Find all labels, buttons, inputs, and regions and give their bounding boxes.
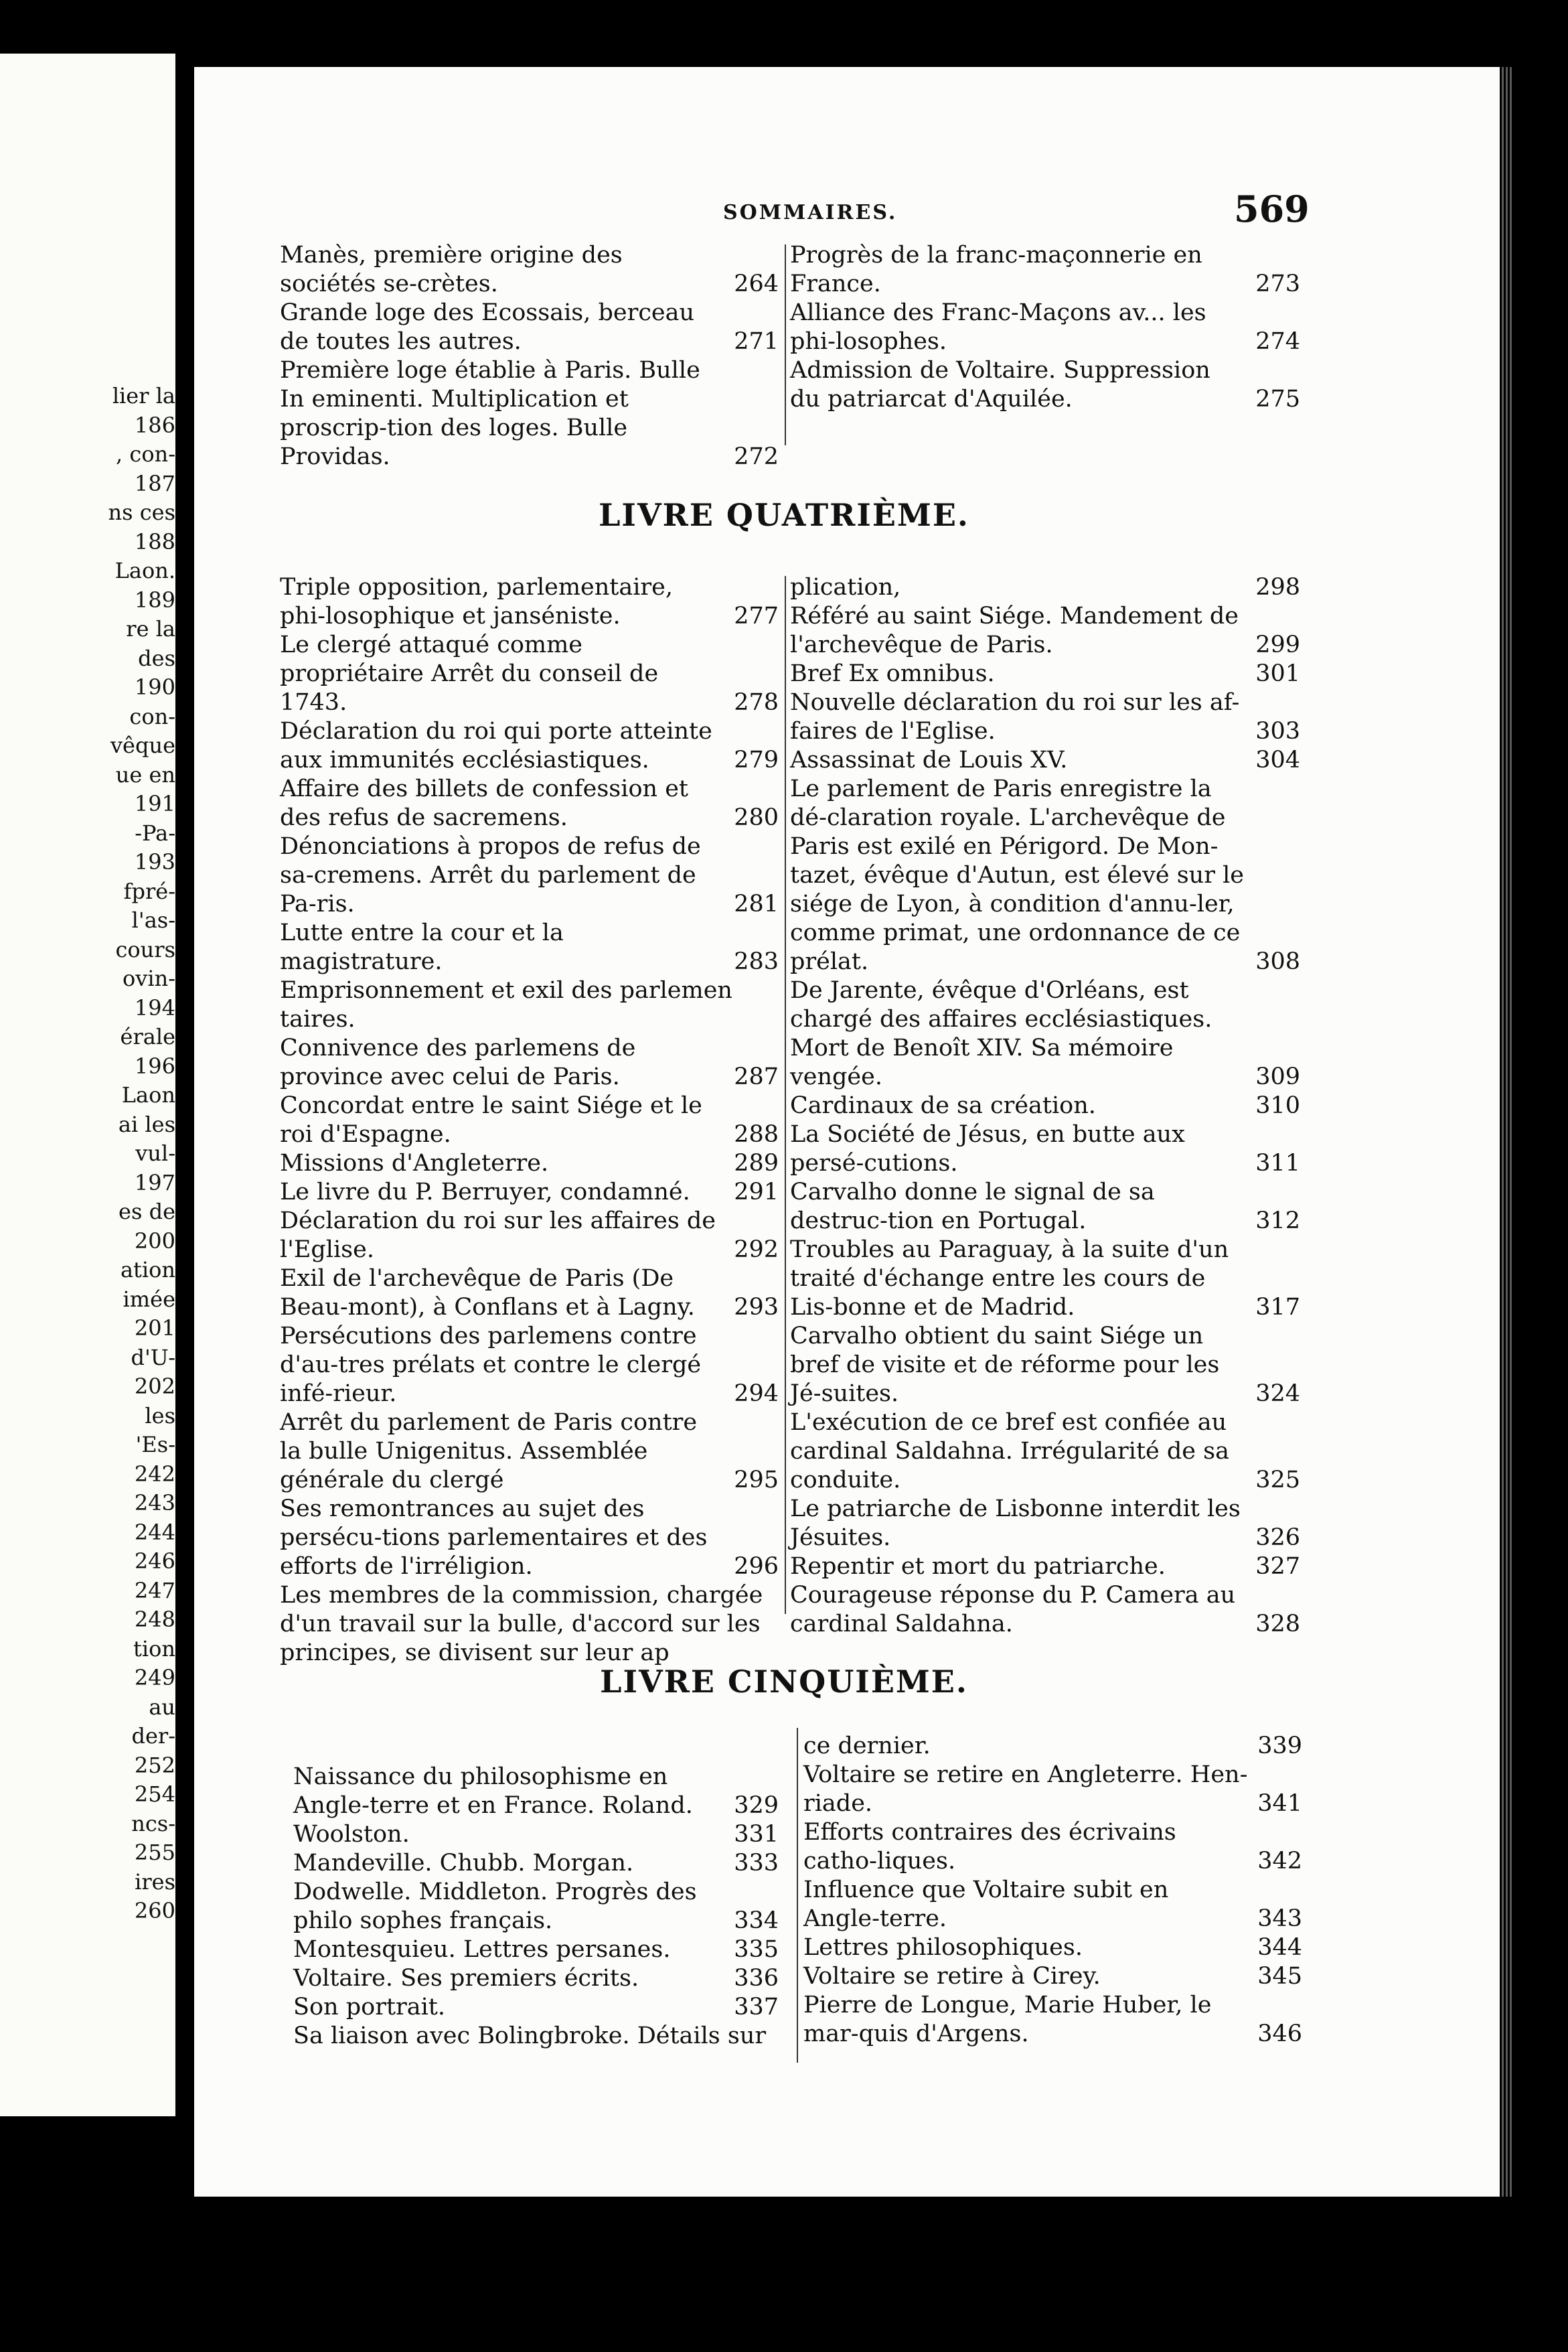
toc-entry [803,1991,1302,2049]
toc-entry-page: 333 [734,1850,779,1877]
toc-entry-text: Voltaire se retire en Angleterre. Hen-riade. [803,1761,1248,1817]
toc-entry-text: Le parlement de Paris enregistre la dé-claration royale. L'archevêque de Paris est exilé en Périgord. De Mon-tazet, évêque d'Autun, est élevé sur le siége de Lyon, à condition d'annu-ler, comme primat, une ordonnance de ce prélat. [790,776,1244,975]
toc-entry-page: 289 [734,1150,779,1177]
toc-entry-page: 274 [1255,328,1300,355]
toc-entry-text: Son portrait. [293,1994,445,2020]
toc-entry [790,775,1300,976]
toc-entry-page: 304 [1255,747,1300,774]
toc-entry-page: 273 [1255,271,1300,297]
toc-entry [803,1818,1302,1876]
toc-entry-text: Bref Ex omnibus. [790,660,995,687]
toc-entry [280,1322,779,1408]
toc-entry-page: 272 [734,443,779,470]
toc-entry-text: Grande loge des Ecossais, berceau de toutes les autres. [280,299,695,355]
toc-entry-page: 287 [734,1063,779,1090]
toc-entry-text: Dodwelle. Middleton. Progrès des philo sophes français. [293,1879,697,1934]
toc-entry [280,1092,779,1149]
toc-entry-text: Woolston. [293,1821,410,1848]
toc-entry [280,299,779,356]
toc-entry [280,1034,779,1092]
toc-entry [280,1178,779,1207]
toc-entry [790,976,1300,1092]
toc-entry-text: Le livre du P. Berruyer, condamné. [280,1179,690,1205]
facing-page-fragment: 190 [134,674,175,700]
livre5-left-column [293,1763,779,2051]
toc-entry-text: Carvalho obtient du saint Siége un bref de visite et de réforme pour les Jé-suites. [790,1323,1220,1407]
toc-entry-page: 326 [1255,1524,1300,1551]
toc-entry-page: 325 [1255,1467,1300,1493]
facing-page-fragment: es de [119,1199,175,1224]
toc-entry [803,1732,1302,1761]
toc-entry-text: Connivence des parlemens de province avec celui de Paris. [280,1035,636,1090]
toc-entry-page: 343 [1257,1905,1302,1932]
facing-page-fragment: d'U- [131,1344,175,1370]
facing-page-fragment: 189 [134,587,175,613]
facing-page [0,0,181,2352]
toc-entry-page: 337 [734,1994,779,2020]
toc-entry [790,1322,1300,1408]
toc-entry-page: 344 [1257,1934,1302,1961]
toc-entry [790,1552,1300,1581]
facing-page-fragment: ires [135,1868,175,1895]
toc-entry-text: Alliance des Franc-Maçons av... les phi-losophes. [790,299,1206,355]
toc-entry-page: 298 [1255,574,1300,601]
facing-page-fragment: ovin- [123,966,175,991]
toc-entry [280,1207,779,1264]
livre-quatrieme-heading: LIVRE QUATRIÈME. [599,497,969,533]
facing-page-fragment: 191 [134,791,175,816]
toc-entry [280,717,779,775]
running-head: SOMMAIRES. [723,201,898,224]
toc-entry-page: 346 [1257,2020,1302,2047]
toc-entry [790,573,1300,602]
facing-page-fragment: 194 [134,995,175,1021]
toc-entry-page: 288 [734,1121,779,1148]
facing-page-fragment: -Pa- [135,820,175,846]
toc-entry [280,1264,779,1322]
toc-entry [790,1092,1300,1120]
toc-entry [790,1408,1300,1495]
toc-entry-text: plication, [790,574,901,601]
facing-page-fragment: 186 [134,412,175,438]
toc-entry-text: Progrès de la franc-maçonnerie en France. [790,242,1202,297]
livre4-right-column [790,573,1300,1639]
toc-entry-text: Le patriarche de Lisbonne interdit les Jésuites. [790,1495,1241,1551]
toc-entry [293,1849,779,1878]
page-number: 569 [1234,188,1310,230]
facing-page-fragment: , con- [116,441,175,467]
toc-entry-page: 334 [734,1907,779,1934]
toc-entry [280,1149,779,1178]
facing-page-fragment: fpré- [123,878,175,904]
toc-entry [280,1581,779,1668]
toc-entry-text: Troubles au Paraguay, à la suite d'un traité d'échange entre les cours de Lis-bonne et de Madrid. [790,1236,1229,1321]
facing-page-fragment: 200 [134,1228,175,1254]
toc-entry-text: Voltaire se retire à Cirey. [803,1963,1101,1990]
toc-entry-page: 280 [734,804,779,831]
toc-entry [790,1581,1300,1639]
facing-page-fragment: vêque [110,733,175,758]
facing-page-fragment: 202 [134,1374,175,1399]
toc-entry-text: Emprisonnement et exil des parlemen taires. [280,977,732,1033]
toc-entry [280,919,779,976]
toc-entry-text: Missions d'Angleterre. [280,1150,549,1177]
toc-entry-page: 281 [734,891,779,917]
facing-page-fragment: 197 [134,1169,175,1195]
toc-entry [293,1964,779,1993]
toc-entry-page: 296 [734,1553,779,1580]
toc-entry-text: Admission de Voltaire. Suppression du patriarcat d'Aquilée. [790,357,1210,413]
facing-page-fragment: ns ces [108,500,175,525]
toc-entry [803,1876,1302,1933]
toc-entry [790,660,1300,688]
toc-entry-text: Courageuse réponse du P. Camera au cardinal Saldahna. [790,1582,1236,1637]
facing-page-fragment: l'as- [131,907,175,933]
toc-entry [293,1935,779,1964]
toc-entry-page: 324 [1255,1380,1300,1407]
facing-page-fragment: 252 [134,1752,175,1778]
facing-page-fragment: imée [123,1286,175,1312]
facing-page-fragment: des [138,645,175,671]
facing-page-fragment: 248 [134,1607,175,1632]
facing-page-fragment: der- [131,1723,175,1749]
toc-entry [280,573,779,631]
intro-right-column [790,241,1300,414]
toc-entry-page: 278 [734,689,779,716]
toc-entry-page: 328 [1255,1611,1300,1637]
toc-entry [790,299,1300,356]
toc-entry-text: Efforts contraires des écrivains catho-liques. [803,1819,1176,1875]
toc-entry-text: Sa liaison avec Bolingbroke. Détails sur [293,2023,767,2049]
livre4-left-column [280,573,779,1668]
toc-entry-page: 294 [734,1380,779,1407]
toc-entry-page: 291 [734,1179,779,1205]
facing-page-fragment: 246 [134,1548,175,1574]
toc-entry-text: Manès, première origine des sociétés se-crètes. [280,242,623,297]
toc-entry-page: 264 [734,271,779,297]
facing-page-fragment: 243 [134,1490,175,1516]
toc-entry-text: Déclaration du roi sur les affaires de l'Eglise. [280,1207,716,1263]
livre-cinquieme-heading: LIVRE CINQUIÈME. [600,1664,968,1700]
toc-entry-text: Référé au saint Siége. Mandement de l'archevêque de Paris. [790,603,1239,658]
facing-page-fragment: 196 [134,1053,175,1079]
toc-entry [790,241,1300,299]
column-divider [785,244,786,445]
facing-page-fragment: 249 [134,1665,175,1690]
toc-entry-text: Les membres de la commission, chargée d'un travail sur la bulle, d'accord sur les principes, se divisent sur leur ap [280,1582,763,1666]
toc-entry-text: Lutte entre la cour et la magistrature. [280,920,564,975]
facing-page-fragment: con- [129,703,175,729]
facing-page-fragment: au [149,1694,175,1720]
toc-entry-text: Repentir et mort du patriarche. [790,1553,1166,1580]
toc-entry [280,241,779,299]
toc-entry-page: 292 [734,1236,779,1263]
toc-entry [803,1962,1302,1991]
toc-entry-text: Ses remontrances au sujet des persécu-tions parlementaires et des efforts de l'irréligion. [280,1495,708,1580]
toc-entry [293,1993,779,2022]
toc-entry-text: Concordat entre le saint Siége et le roi d'Espagne. [280,1092,702,1148]
toc-entry [280,1495,779,1581]
facing-page-fragment: Laon. [114,558,175,583]
facing-page-fragment: 188 [134,528,175,555]
facing-page-fragment: les [145,1402,175,1428]
toc-entry-page: 301 [1255,660,1300,687]
facing-page-fragment: lier la [112,383,175,409]
toc-entry [790,1178,1300,1236]
toc-entry [280,631,779,717]
toc-entry-text: Persécutions des parlemens contre d'au-tres prélats et contre le clergé infé-rieur. [280,1323,702,1407]
livre5-right-column [803,1732,1302,2049]
facing-page-fragment: 255 [134,1840,175,1865]
toc-entry-text: Carvalho donne le signal de sa destruc-tion en Portugal. [790,1179,1155,1234]
facing-page-fragment: cours [115,936,175,962]
toc-entry-text: Montesquieu. Lettres persanes. [293,1936,671,1963]
toc-entry-text: Nouvelle déclaration du roi sur les af-faires de l'Eglise. [790,689,1240,745]
toc-entry [803,1933,1302,1962]
toc-entry-page: 283 [734,948,779,975]
page-edge [1500,67,1513,2197]
toc-entry-text: Le clergé attaqué comme propriétaire Arrêt du conseil de 1743. [280,632,659,716]
toc-entry-text: ce dernier. [803,1733,931,1759]
toc-entry-page: 303 [1255,718,1300,745]
toc-entry [790,356,1300,414]
toc-entry-page: 327 [1255,1553,1300,1580]
facing-page-fragment: 254 [134,1781,175,1807]
toc-entry [280,775,779,832]
toc-entry [790,688,1300,746]
facing-page-fragment: 'Es- [135,1432,175,1457]
facing-page-fragment: 193 [134,849,175,875]
facing-page-fragment: 201 [134,1315,175,1341]
facing-page-fragment: vul- [135,1141,175,1166]
toc-entry-page: 339 [1257,1733,1302,1759]
toc-entry-page: 275 [1255,386,1300,413]
toc-entry-page: 295 [734,1467,779,1493]
toc-entry [293,1763,779,1820]
toc-entry-text: Mandeville. Chubb. Morgan. [293,1850,634,1877]
toc-entry [790,1236,1300,1322]
facing-page-fragment: érale [120,1024,175,1049]
toc-entry-page: 293 [734,1294,779,1321]
toc-entry-page: 277 [734,603,779,630]
toc-entry [280,356,779,471]
toc-entry-text: Influence que Voltaire subit en Angle-terre. [803,1877,1169,1932]
facing-page-fragment: 242 [134,1461,175,1487]
toc-entry-text: Affaire des billets de confession et des refus de sacremens. [280,776,688,831]
toc-entry-text: Triple opposition, parlementaire, phi-losophique et janséniste. [280,574,673,630]
toc-entry [803,1761,1302,1818]
toc-entry [293,2022,779,2051]
toc-entry [790,1120,1300,1178]
facing-page-fragment: 260 [134,1898,175,1923]
toc-entry-text: Cardinaux de sa création. [790,1092,1096,1119]
toc-entry-page: 271 [734,328,779,355]
toc-entry [790,746,1300,775]
toc-entry [293,1878,779,1935]
toc-entry-text: Pierre de Longue, Marie Huber, le mar-quis d'Argens. [803,1992,1212,2047]
intro-left-column [280,241,779,471]
toc-entry-text: Naissance du philosophisme en Angle-terre et en France. Roland. [293,1763,693,1819]
toc-entry-text: Première loge établie à Paris. Bulle In eminenti. Multiplication et proscrip-tion des loges. Bulle Providas. [280,357,700,470]
toc-entry [790,1495,1300,1552]
toc-entry-text: Dénonciations à propos de refus de sa-cremens. Arrêt du parlement de Pa-ris. [280,833,701,917]
column-divider [797,1728,798,2063]
toc-entry-page: 310 [1255,1092,1300,1119]
page-edge-shadow [1513,67,1568,2197]
facing-page-fragment: tion [133,1635,175,1662]
facing-page-fragment: ncs- [131,1810,175,1836]
toc-entry-page: 308 [1255,948,1300,975]
toc-entry-text: La Société de Jésus, en butte aux persé-cutions. [790,1121,1185,1177]
toc-entry-text: Assassinat de Louis XV. [790,747,1068,774]
toc-entry-page: 331 [734,1821,779,1848]
toc-entry-page: 335 [734,1936,779,1963]
toc-entry [280,1408,779,1495]
facing-page-fragment: re la [126,616,175,642]
toc-entry-text: De Jarente, évêque d'Orléans, est chargé des affaires ecclésiastiques. Mort de Benoît XIV. Sa mémoire vengée. [790,977,1212,1090]
facing-page-fragment: 244 [134,1519,175,1545]
toc-entry-page: 341 [1257,1790,1302,1817]
toc-entry-page: 312 [1255,1207,1300,1234]
toc-entry-text: Voltaire. Ses premiers écrits. [293,1965,639,1992]
facing-page-fragment: ue en [115,761,175,788]
toc-entry-text: Déclaration du roi qui porte atteinte aux immunités ecclésiastiques. [280,718,712,774]
toc-entry [280,976,779,1034]
toc-entry-text: Arrêt du parlement de Paris contre la bulle Unigenitus. Assemblée générale du clergé [280,1409,698,1493]
facing-page-fragment: 247 [134,1577,175,1603]
toc-entry-page: 279 [734,747,779,774]
toc-entry-text: Exil de l'archevêque de Paris (De Beau-mont), à Conflans et à Lagny. [280,1265,695,1321]
toc-entry-page: 311 [1255,1150,1300,1177]
column-divider [785,576,786,1614]
facing-page-fragment: 187 [134,470,175,496]
toc-entry-page: 345 [1257,1963,1302,1990]
toc-entry-page: 299 [1255,632,1300,658]
toc-entry [790,602,1300,660]
toc-entry-page: 329 [734,1792,779,1819]
toc-entry-text: Lettres philosophiques. [803,1934,1083,1961]
facing-page-fragment: Laon [121,1082,175,1108]
toc-entry-page: 309 [1255,1063,1300,1090]
facing-page-fragment: ation [120,1257,175,1282]
toc-entry-page: 336 [734,1965,779,1992]
toc-entry [293,1820,779,1849]
facing-page-fragment: ai les [118,1111,175,1137]
toc-entry-page: 317 [1255,1294,1300,1321]
toc-entry [280,832,779,919]
toc-entry-page: 342 [1257,1848,1302,1875]
toc-entry-text: L'exécution de ce bref est confiée au cardinal Saldahna. Irrégularité de sa conduite. [790,1409,1229,1493]
